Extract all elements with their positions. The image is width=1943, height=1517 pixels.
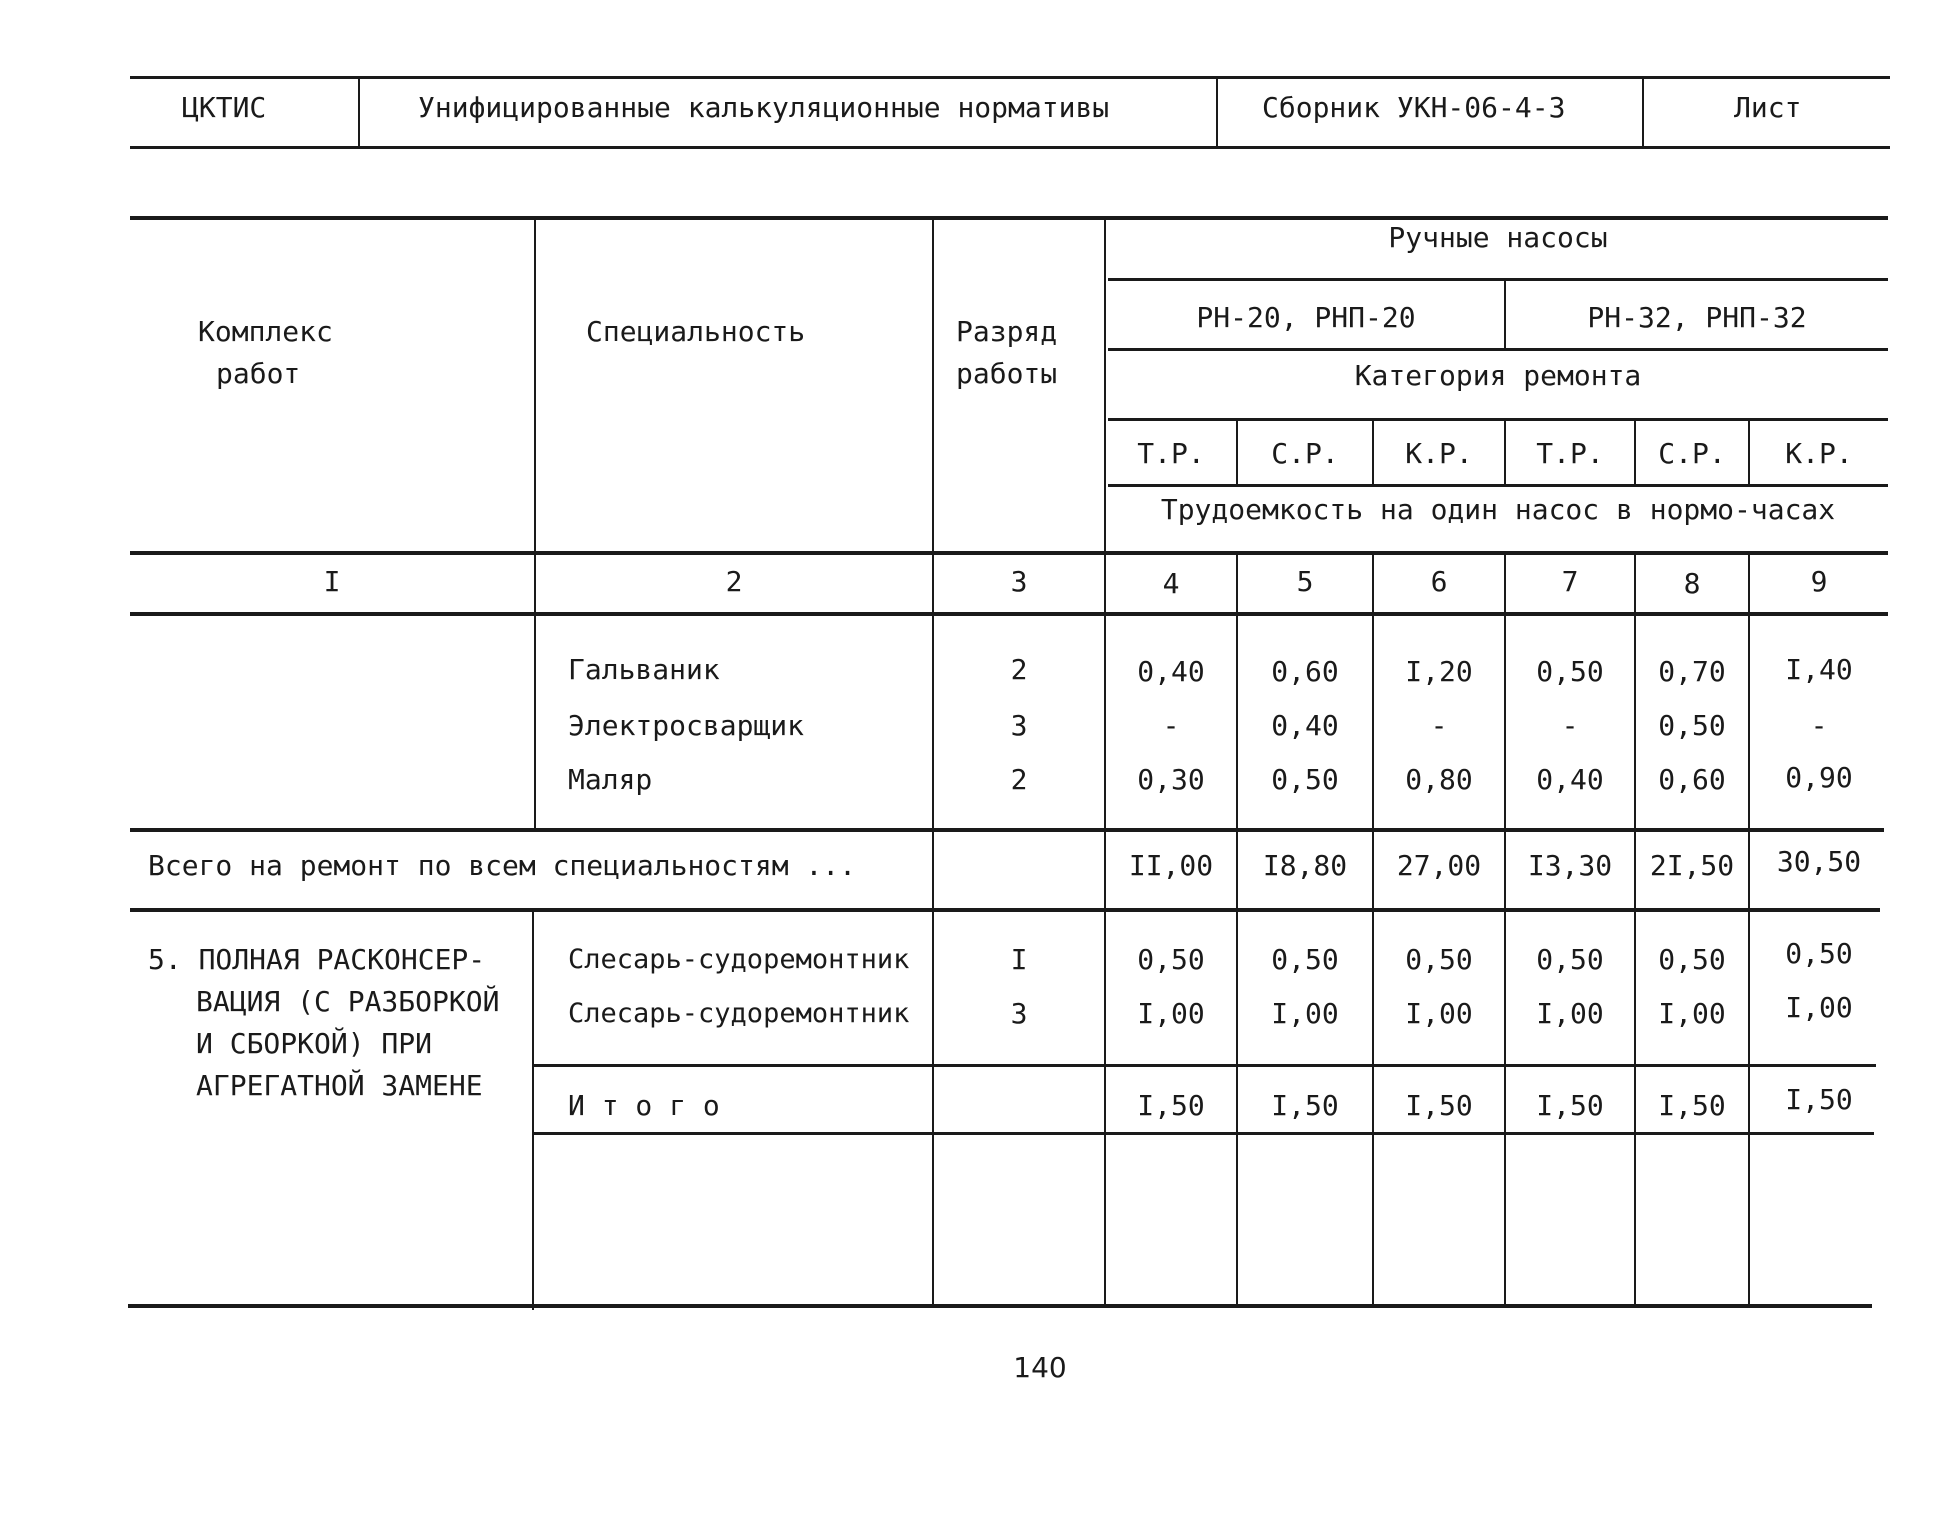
header-divider (1216, 78, 1218, 146)
header-divider (358, 78, 360, 146)
subtotal-value: I,50 (1536, 1089, 1604, 1122)
category-header: Т.Р. (1536, 437, 1604, 470)
category-header: К.Р. (1405, 437, 1473, 470)
row-value: 0,50 (1658, 709, 1726, 742)
section5-title-line: 5. ПОЛНАЯ РАСКОНСЕР- (148, 943, 486, 976)
rule-header-end (130, 551, 1888, 555)
col-divider (532, 910, 534, 1310)
header-divider (1642, 78, 1644, 146)
row-value: I,00 (1785, 991, 1853, 1024)
row-specialty: Гальваник (568, 653, 720, 686)
table-bottom-rule (128, 1304, 1872, 1308)
row-value: 0,50 (1271, 763, 1339, 796)
rule-models (1108, 348, 1888, 351)
rule-before-subtotal (532, 1064, 1876, 1067)
models-b: РН-32, РНП-32 (1587, 301, 1807, 334)
row-grade: I (1010, 943, 1028, 976)
category-header: С.Р. (1271, 437, 1339, 470)
col-number: 5 (1296, 565, 1314, 598)
row-value: I,00 (1405, 997, 1473, 1030)
col-grade-header-line1: Разряд (956, 315, 1058, 348)
row-value: 0,40 (1271, 709, 1339, 742)
group-title: Ручные насосы (1388, 221, 1608, 254)
total-value: II,00 (1128, 849, 1214, 882)
col-number: 4 (1162, 567, 1180, 600)
row-value: I,00 (1271, 997, 1339, 1030)
row-value: 0,70 (1658, 655, 1726, 688)
col-specialty-header: Специальность (586, 315, 806, 348)
row-value: 0,90 (1785, 761, 1853, 794)
header-org: ЦКТИС (182, 91, 267, 124)
row-specialty: Электросварщик (568, 709, 805, 742)
row-value: I,40 (1785, 653, 1853, 686)
category-header: К.Р. (1785, 437, 1853, 470)
col-grade-header-line2: работы (956, 357, 1058, 390)
total-value: 2I,50 (1649, 849, 1735, 882)
col-number: 2 (725, 565, 743, 598)
row-specialty: Маляр (568, 763, 653, 796)
total-value: I8,80 (1262, 849, 1348, 882)
col-divider (1104, 218, 1106, 1308)
rule-before-total (130, 828, 1884, 832)
row-value: 0,50 (1405, 943, 1473, 976)
row-value: 0,40 (1137, 655, 1205, 688)
section5-title-line: И СБОРКОЙ) ПРИ (196, 1027, 433, 1060)
row-specialty: Слесарь-судоремонтник (568, 944, 910, 975)
col-complex-header-line1: Комплекс (198, 315, 333, 348)
subtotal-value: I,50 (1658, 1089, 1726, 1122)
row-value: - (1561, 709, 1579, 742)
rule-repair-category (1108, 418, 1888, 421)
row-value: 0,30 (1137, 763, 1205, 796)
repair-category-label: Категория ремонта (1354, 359, 1642, 392)
subtotal-value: I,50 (1271, 1089, 1339, 1122)
total-all-label: Всего на ремонт по всем специальностям ... (148, 849, 857, 882)
rule-group-title (1108, 278, 1888, 281)
row-value: 0,60 (1658, 763, 1726, 796)
row-value: 0,50 (1658, 943, 1726, 976)
subtotal-value: I,50 (1137, 1089, 1205, 1122)
row-value: 0,50 (1536, 943, 1604, 976)
col-number: 8 (1683, 567, 1701, 600)
table-top-rule (130, 216, 1888, 220)
rule-after-total (130, 908, 1880, 912)
subtotal-value: I,50 (1405, 1089, 1473, 1122)
row-value: 0,80 (1405, 763, 1473, 796)
rule-categories (1108, 484, 1888, 487)
row-value: 0,60 (1271, 655, 1339, 688)
row-value: I,00 (1536, 997, 1604, 1030)
rule-after-subtotal (532, 1132, 1874, 1135)
row-grade: 2 (1010, 653, 1028, 686)
col-number: 7 (1561, 565, 1579, 598)
row-value: - (1430, 709, 1448, 742)
category-header: С.Р. (1658, 437, 1726, 470)
row-grade: 2 (1010, 763, 1028, 796)
row-grade: 3 (1010, 997, 1028, 1030)
col-number: I (323, 565, 341, 598)
total-value: 27,00 (1396, 849, 1482, 882)
category-header: Т.Р. (1137, 437, 1205, 470)
col-divider (534, 218, 536, 830)
row-value: 0,50 (1785, 937, 1853, 970)
section5-title-line: ВАЦИЯ (С РАЗБОРКОЙ (196, 985, 500, 1018)
models-a: РН-20, РНП-20 (1196, 301, 1416, 334)
row-value: 0,50 (1271, 943, 1339, 976)
row-specialty: Слесарь-судоремонтник (568, 998, 910, 1029)
col-number: 3 (1010, 565, 1028, 598)
row-value: I,00 (1658, 997, 1726, 1030)
subtotal-value: I,50 (1785, 1083, 1853, 1116)
row-value: I,20 (1405, 655, 1473, 688)
page-number: 140 (1013, 1351, 1067, 1384)
row-value: 0,50 (1137, 943, 1205, 976)
col-complex-header-line2: работ (216, 357, 301, 390)
col-number: 6 (1430, 565, 1448, 598)
subtotal-label: И т о г о (568, 1089, 720, 1122)
rule-col-numbers (130, 612, 1888, 616)
row-value: I,00 (1137, 997, 1205, 1030)
row-value: 0,40 (1536, 763, 1604, 796)
row-value: - (1162, 709, 1180, 742)
header-title: Унифицированные калькуляционные нормативы (418, 91, 1110, 124)
col-number: 9 (1810, 565, 1828, 598)
header-sheet: Лист (1734, 91, 1802, 124)
row-value: 0,50 (1536, 655, 1604, 688)
header-collection: Сборник УКН-06-4-3 (1262, 91, 1566, 124)
header-top-rule (130, 76, 1890, 79)
unit-note: Трудоемкость на один насос в нормо-часах (1160, 493, 1836, 526)
total-value: 30,50 (1776, 845, 1862, 878)
header-bottom-rule (130, 146, 1890, 149)
section5-title-line: АГРЕГАТНОЙ ЗАМЕНЕ (196, 1069, 483, 1102)
row-grade: 3 (1010, 709, 1028, 742)
row-value: - (1810, 709, 1828, 742)
col-divider (932, 218, 934, 1308)
total-value: I3,30 (1527, 849, 1613, 882)
